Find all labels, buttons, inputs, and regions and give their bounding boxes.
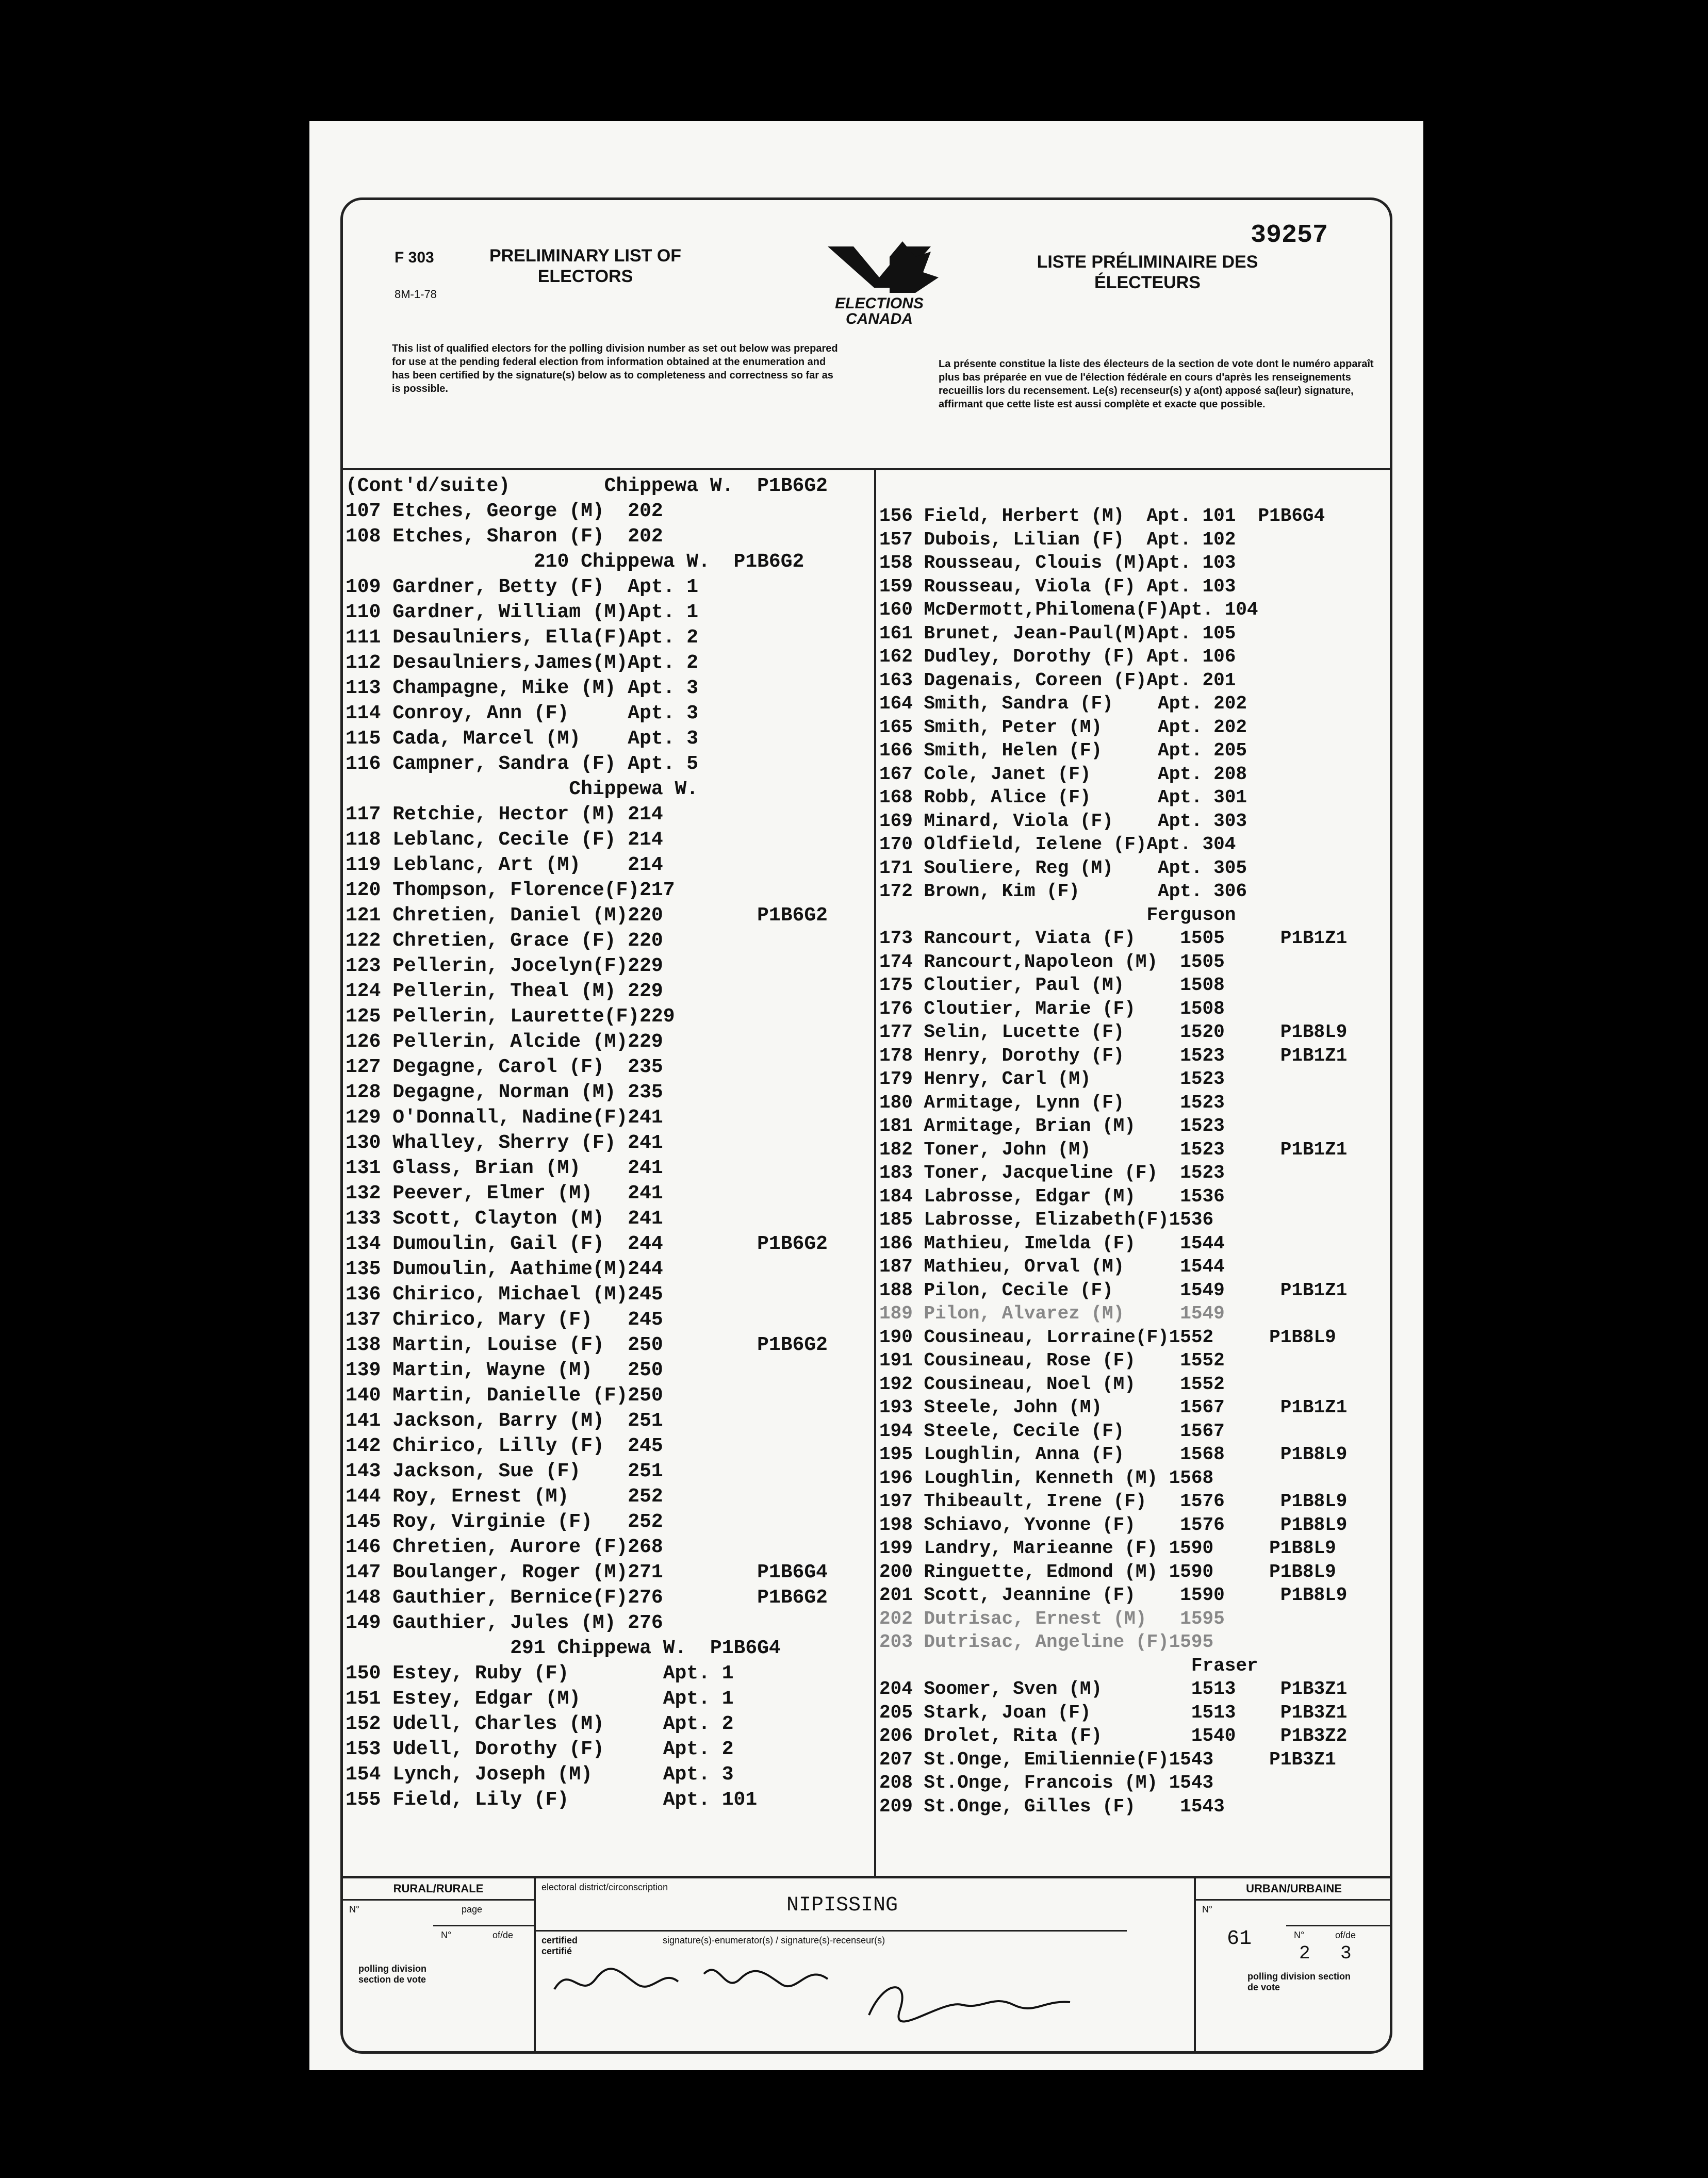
district-rule [534, 1930, 1127, 1932]
urban-box [1194, 1878, 1392, 2051]
elector-entry: 138 Martin, Louise (F) 250 P1B6G2 [346, 1334, 828, 1356]
elector-entry: 161 Brunet, Jean-Paul(M)Apt. 105 [879, 622, 1236, 644]
elector-entry: 146 Chretien, Aurore (F)268 [346, 1536, 663, 1558]
title-fr: LISTE PRÉLIMINAIRE DES ÉLECTEURS [1037, 252, 1258, 292]
elector-entry: 122 Chretien, Grace (F) 220 [346, 930, 663, 952]
rural-page-label: page [462, 1904, 483, 1915]
elector-entry: 165 Smith, Peter (M) Apt. 202 [879, 716, 1247, 738]
elector-entry: 187 Mathieu, Orval (M) 1544 [879, 1256, 1225, 1277]
elector-entry: 169 Minard, Viola (F) Apt. 303 [879, 810, 1247, 832]
rural-box [343, 1878, 536, 2051]
elector-entry: 160 McDermott,Philomena(F)Apt. 104 [879, 599, 1258, 620]
elector-entry: 208 St.Onge, Francois (M) 1543 [879, 1772, 1214, 1793]
elector-entry: 154 Lynch, Joseph (M) Apt. 3 [346, 1763, 734, 1786]
elector-entry: 172 Brown, Kim (F) Apt. 306 [879, 881, 1247, 902]
elector-entry: 207 St.Onge, Emiliennie(F)1543 P1B3Z1 [879, 1748, 1336, 1770]
urban-label: URBAN/URBAINE [1196, 1878, 1392, 1901]
elector-entry: 144 Roy, Ernest (M) 252 [346, 1486, 663, 1508]
elector-entry: 145 Roy, Virginie (F) 252 [346, 1511, 663, 1533]
elector-entry: 190 Cousineau, Lorraine(F)1552 P1B8L9 [879, 1326, 1336, 1348]
elector-entry: 186 Mathieu, Imelda (F) 1544 [879, 1232, 1225, 1254]
elector-entry: 155 Field, Lily (F) Apt. 101 [346, 1789, 758, 1811]
signature-label: signature(s)-enumerator(s) / signature(s)-recenseur(s) [663, 1935, 885, 1945]
elector-entry: 175 Cloutier, Paul (M) 1508 [879, 975, 1225, 996]
elector-entry: 191 Cousineau, Rose (F) 1552 [879, 1350, 1225, 1371]
elector-entry: 206 Drolet, Rita (F) 1540 P1B3Z2 [879, 1725, 1348, 1746]
elector-entry: 204 Soomer, Sven (M) 1513 P1B3Z1 [879, 1678, 1348, 1700]
form-frame [340, 197, 1392, 2054]
header-divider [343, 468, 1390, 470]
page-of-number: 3 [1340, 1943, 1352, 1964]
elector-entry: 149 Gauthier, Jules (M) 276 [346, 1612, 663, 1634]
elector-entry: 111 Desaulniers, Ella(F)Apt. 2 [346, 626, 699, 649]
intro-en: This list of qualified electors for the polling division number as set out below was prepared for use at the pending federal election from information obtained at the enumeration and has been certified by the signature(s) below as to completeness and correctness so far as is possible. [392, 343, 838, 394]
elector-entry: 196 Loughlin, Kenneth (M) 1568 [879, 1467, 1214, 1489]
elector-entry: 109 Gardner, Betty (F) Apt. 1 [346, 576, 699, 598]
svg-text:ELECTIONS: ELECTIONS [835, 295, 924, 312]
elector-entry: 173 Rancourt, Viata (F) 1505 P1B1Z1 [879, 928, 1348, 949]
elector-entry: 141 Jackson, Barry (M) 251 [346, 1410, 663, 1432]
elector-entry: 142 Chirico, Lilly (F) 245 [346, 1435, 663, 1457]
elector-entry: 130 Whalley, Sherry (F) 241 [346, 1132, 663, 1154]
elector-entry: 200 Ringuette, Edmond (M) 1590 P1B8L9 [879, 1561, 1336, 1582]
elector-entry: 162 Dudley, Dorothy (F) Apt. 106 [879, 646, 1236, 667]
urban-no-label-2: N° [1294, 1930, 1305, 1940]
elector-entry: 136 Chirico, Michael (M)245 [346, 1283, 663, 1306]
rural-of-label: of/de [492, 1930, 514, 1940]
street-heading: (Cont'd/suite) Chippewa W. P1B6G2 [346, 475, 828, 497]
elector-entry: 199 Landry, Marieanne (F) 1590 P1B8L9 [879, 1538, 1336, 1559]
elector-entry: 126 Pellerin, Alcide (M)229 [346, 1031, 663, 1053]
elector-entry: 203 Dutrisac, Angeline (F)1595 [879, 1631, 1214, 1653]
elector-entry: 118 Leblanc, Cecile (F) 214 [346, 829, 663, 851]
elector-entry: 121 Chretien, Daniel (M)220 P1B6G2 [346, 904, 828, 927]
elector-entry: 140 Martin, Danielle (F)250 [346, 1384, 663, 1407]
elector-entry: 185 Labrosse, Elizabeth(F)1536 [879, 1209, 1214, 1230]
street-heading: Ferguson [879, 904, 1236, 926]
elector-entry: 180 Armitage, Lynn (F) 1523 [879, 1092, 1225, 1113]
elector-entry: 201 Scott, Jeannine (F) 1590 P1B8L9 [879, 1585, 1348, 1606]
elector-entry: 205 Stark, Joan (F) 1513 P1B3Z1 [879, 1702, 1348, 1723]
page-number: 2 [1299, 1943, 1310, 1964]
enumerator-signatures [549, 1943, 1127, 2046]
elector-entry: 119 Leblanc, Art (M) 214 [346, 854, 663, 876]
form-date: 8M-1-78 [395, 288, 437, 301]
elector-entry: 116 Campner, Sandra (F) Apt. 5 [346, 753, 699, 775]
form-code: F 303 [395, 249, 434, 266]
elector-entry: 110 Gardner, William (M)Apt. 1 [346, 601, 699, 623]
district-label: electoral district/circonscription [541, 1882, 668, 1892]
elector-entry: 182 Toner, John (M) 1523 P1B1Z1 [879, 1138, 1348, 1160]
elector-entry: 131 Glass, Brian (M) 241 [346, 1157, 663, 1179]
column-divider [874, 468, 876, 1876]
urban-polling-label: polling division section de vote [1247, 1971, 1351, 1992]
elector-entry: 192 Cousineau, Noel (M) 1552 [879, 1373, 1225, 1395]
rural-no-label-2: N° [441, 1930, 452, 1940]
street-heading: Chippewa W. [346, 778, 699, 800]
elector-entry: 132 Peever, Elmer (M) 241 [346, 1182, 663, 1204]
urban-rule [1286, 1925, 1392, 1926]
elector-entry: 148 Gauthier, Bernice(F)276 P1B6G2 [346, 1587, 828, 1609]
elector-entry: 115 Cada, Marcel (M) Apt. 3 [346, 728, 699, 750]
elector-entry: 163 Dagenais, Coreen (F)Apt. 201 [879, 669, 1236, 691]
elector-entry: 114 Conroy, Ann (F) Apt. 3 [346, 702, 699, 724]
document-sheet [309, 121, 1423, 2070]
elector-entry: 197 Thibeault, Irene (F) 1576 P1B8L9 [879, 1491, 1348, 1512]
elector-entry: 153 Udell, Dorothy (F) Apt. 2 [346, 1738, 734, 1760]
elector-entry: 139 Martin, Wayne (M) 250 [346, 1359, 663, 1381]
elector-entry: 184 Labrosse, Edgar (M) 1536 [879, 1185, 1225, 1207]
elector-entry: 127 Degagne, Carol (F) 235 [346, 1056, 663, 1078]
elector-entry: 129 O'Donnall, Nadine(F)241 [346, 1107, 663, 1129]
elector-entry: 147 Boulanger, Roger (M)271 P1B6G4 [346, 1561, 828, 1583]
district-value: NIPISSING [786, 1894, 898, 1917]
left-column [346, 473, 869, 1876]
right-column [879, 504, 1390, 1876]
elector-entry: 164 Smith, Sandra (F) Apt. 202 [879, 693, 1247, 714]
elector-entry: 112 Desaulniers,James(M)Apt. 2 [346, 652, 699, 674]
svg-text:CANADA: CANADA [846, 310, 913, 327]
rural-label: RURAL/RURALE [343, 1878, 534, 1901]
elector-entry: 120 Thompson, Florence(F)217 [346, 879, 675, 901]
elector-entry: 113 Champagne, Mike (M) Apt. 3 [346, 677, 699, 699]
title-en: PRELIMINARY LIST OF ELECTORS [489, 246, 682, 286]
elector-entry: 194 Steele, Cecile (F) 1567 [879, 1420, 1225, 1442]
elector-entry: 176 Cloutier, Marie (F) 1508 [879, 998, 1225, 1019]
elector-entry: 178 Henry, Dorothy (F) 1523 P1B1Z1 [879, 1045, 1348, 1066]
elector-entry: 151 Estey, Edgar (M) Apt. 1 [346, 1688, 734, 1710]
elector-entry: 188 Pilon, Cecile (F) 1549 P1B1Z1 [879, 1279, 1348, 1301]
elector-entry: 167 Cole, Janet (F) Apt. 208 [879, 763, 1247, 785]
elector-entry: 193 Steele, John (M) 1567 P1B1Z1 [879, 1397, 1348, 1418]
elector-entry: 133 Scott, Clayton (M) 241 [346, 1208, 663, 1230]
certified-label: certified certifié [541, 1935, 578, 1956]
elector-entry: 195 Loughlin, Anna (F) 1568 P1B8L9 [879, 1444, 1348, 1465]
elector-entry: 156 Field, Herbert (M) Apt. 101 P1B6G4 [879, 505, 1325, 526]
elector-entry: 177 Selin, Lucette (F) 1520 P1B8L9 [879, 1021, 1348, 1043]
elector-entry: 181 Armitage, Brian (M) 1523 [879, 1115, 1225, 1136]
elector-entry: 108 Etches, Sharon (F) 202 [346, 525, 663, 548]
rural-rule [433, 1925, 534, 1926]
elector-entry: 189 Pilon, Alvarez (M) 1549 [879, 1303, 1225, 1324]
urban-no-label: N° [1202, 1904, 1213, 1915]
street-heading: Fraser [879, 1655, 1258, 1676]
elector-entry: 134 Dumoulin, Gail (F) 244 P1B6G2 [346, 1233, 828, 1255]
elector-entry: 202 Dutrisac, Ernest (M) 1595 [879, 1608, 1225, 1629]
elector-entry: 179 Henry, Carl (M) 1523 [879, 1068, 1225, 1090]
elector-entry: 171 Souliere, Reg (M) Apt. 305 [879, 857, 1247, 879]
elector-entry: 117 Retchie, Hector (M) 214 [346, 803, 663, 826]
elector-entry: 150 Estey, Ruby (F) Apt. 1 [346, 1662, 734, 1685]
elector-entry: 152 Udell, Charles (M) Apt. 2 [346, 1713, 734, 1735]
elector-entry: 157 Dubois, Lilian (F) Apt. 102 [879, 529, 1236, 550]
elector-entry: 107 Etches, George (M) 202 [346, 500, 663, 522]
elector-entry: 135 Dumoulin, Aathime(M)244 [346, 1258, 663, 1280]
elector-entry: 170 Oldfield, Ielene (F)Apt. 304 [879, 834, 1236, 855]
elector-entry: 174 Rancourt,Napoleon (M) 1505 [879, 951, 1225, 972]
elections-canada-logo [812, 236, 946, 329]
elector-entry: 183 Toner, Jacqueline (F) 1523 [879, 1162, 1225, 1183]
elector-entry: 198 Schiavo, Yvonne (F) 1576 P1B8L9 [879, 1514, 1348, 1536]
serial-number: 39257 [1251, 221, 1328, 250]
urban-of-label: of/de [1335, 1930, 1356, 1940]
rural-no-label: N° [349, 1904, 360, 1915]
elector-entry: 209 St.Onge, Gilles (F) 1543 [879, 1795, 1225, 1817]
elector-entry: 158 Rousseau, Clouis (M)Apt. 103 [879, 552, 1236, 573]
street-heading: 291 Chippewa W. P1B6G4 [346, 1637, 781, 1659]
elector-entry: 143 Jackson, Sue (F) 251 [346, 1460, 663, 1482]
elector-entry: 123 Pellerin, Jocelyn(F)229 [346, 955, 663, 977]
elector-entry: 168 Robb, Alice (F) Apt. 301 [879, 787, 1247, 808]
street-heading: 210 Chippewa W. P1B6G2 [346, 551, 804, 573]
elector-entry: 125 Pellerin, Laurette(F)229 [346, 1005, 675, 1028]
elector-entry: 137 Chirico, Mary (F) 245 [346, 1309, 663, 1331]
intro-fr: La présente constitue la liste des électeurs de la section de vote dont le numéro apparaît plus bas préparée en vue de l'élection fédérale en cours d'après les renseignements recueillis lors du recensement. Le(s) recenseur(s) y a(ont) apposé sa(leur) signature, affirmant que cette liste est aussi complète et exacte que possible. [939, 358, 1374, 410]
elector-entry: 128 Degagne, Norman (M) 235 [346, 1081, 663, 1103]
elector-entry: 124 Pellerin, Theal (M) 229 [346, 980, 663, 1002]
polling-number: 61 [1227, 1927, 1252, 1951]
elector-entry: 166 Smith, Helen (F) Apt. 205 [879, 740, 1247, 761]
elector-entry: 159 Rousseau, Viola (F) Apt. 103 [879, 575, 1236, 597]
rural-polling-label: polling division section de vote [358, 1964, 426, 1985]
